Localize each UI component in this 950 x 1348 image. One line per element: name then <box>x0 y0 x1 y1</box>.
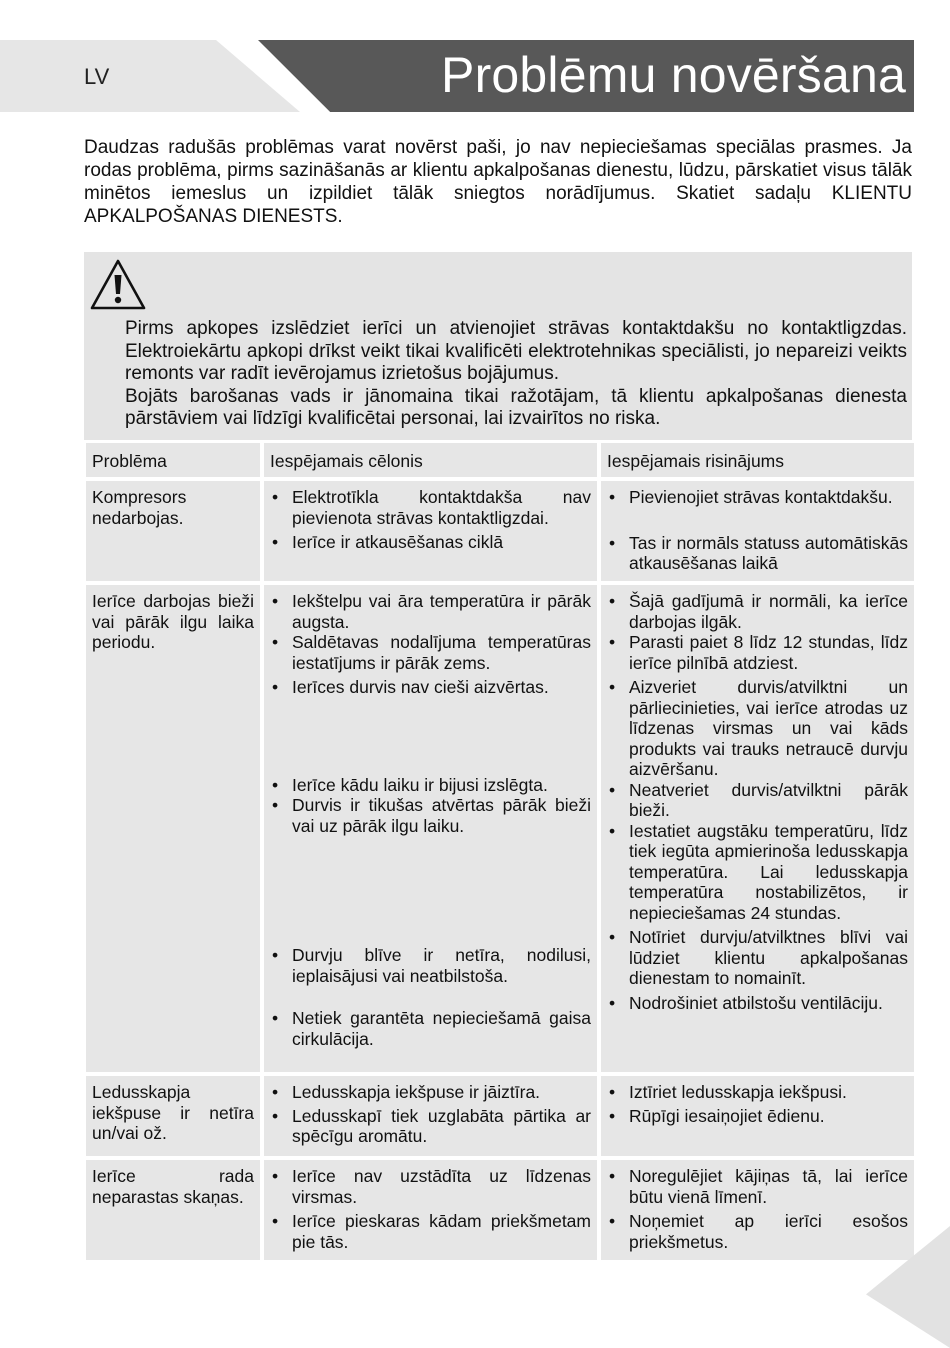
cause-item: • Saldētavas nodalījuma temperatūras iestatījums ir pārāk zems. <box>270 632 591 673</box>
cause-item: • Durvis ir tikušas atvērtas pārāk bieži vai uz pārāk ilgu laiku. <box>270 795 591 836</box>
table-row <box>86 1076 914 1156</box>
warning-paragraph: Pirms apkopes izslēdziet ierīci un atvienojiet strāvas kontaktdakšu no kontaktligzdas. Elektroiekārtu apkopi drīkst veikt tikai kvalificēti elektrotehnikas speciālisti, jo nepareizi veikts remonts var radīt ievērojamus izrietošus bojājumus. <box>125 318 907 384</box>
table-row <box>86 481 914 581</box>
solution-item: • Neatveriet durvis/atvilktni pārāk bieži. <box>607 780 908 821</box>
cause-item: • Netiek garantēta nepieciešamā gaisa cirkulācija. <box>270 1008 591 1049</box>
cause-item: • Ierīces durvis nav cieši aizvērtas. <box>270 677 591 698</box>
solution-item: • Notīriet durvju/atvilktnes blīvi vai lūdziet klientu apkalpošanas dienestam to nomainīt. <box>607 927 908 989</box>
cause-cell <box>264 1160 597 1260</box>
cause-item: • Elektrotīkla kontaktdakša nav pievienota strāvas kontaktligzdai. <box>270 487 591 528</box>
solution-item: • Tas ir normāls statuss automātiskās atkausēšanas laikā <box>607 533 908 574</box>
cause-item: • Iekštelpu vai āra temperatūra ir pārāk augsta. <box>270 591 591 632</box>
solution-item: • Rūpīgi iesaiņojiet ēdienu. <box>607 1106 908 1127</box>
solution-item: • Šajā gadījumā ir normāli, ka ierīce darbojas ilgāk. <box>607 591 908 632</box>
cause-item: • Ierīce nav uzstādīta uz līdzenas virsmas. <box>270 1166 591 1207</box>
solution-item: • Pievienojiet strāvas kontaktdakšu. <box>607 487 908 508</box>
problem-cell: Ledusskapja iekšpuse ir netīra un/vai ož. <box>86 1076 260 1156</box>
cause-item: • Durvju blīve ir netīra, nodilusi, ieplaisājusi vai neatbilstoša. <box>270 945 591 986</box>
cause-item: • Ierīce ir atkausēšanas ciklā <box>270 532 591 553</box>
solution-cell <box>601 1160 914 1260</box>
problem-cell: Ierīce rada neparastas skaņas. <box>86 1160 260 1260</box>
solution-cell <box>601 1076 914 1156</box>
cause-item: • Ledusskapī tiek uzglabāta pārtika ar spēcīgu aromātu. <box>270 1106 591 1147</box>
problem-cell: Kompresors nedarbojas. <box>86 481 260 581</box>
solution-cell <box>601 481 914 581</box>
solution-item: • Parasti paiet 8 līdz 12 stundas, līdz ierīce pilnībā atdziest. <box>607 632 908 673</box>
table-header-row <box>86 443 914 477</box>
solution-item: • Iestatiet augstāku temperatūru, līdz tiek iegūta apmierinoša ledusskapja temperatūra. Lai ledusskapja temperatūra nostabilizētos, ir nepieciešamas 24 stundas. <box>607 821 908 924</box>
header-tab-light <box>0 40 300 112</box>
solution-item: • Iztīriet ledusskapja iekšpusi. <box>607 1082 908 1103</box>
solution-item: • Noregulējiet kājiņas tā, lai ierīce būtu vienā līmenī. <box>607 1166 908 1207</box>
cause-item: • Ierīce pieskaras kādam priekšmetam pie tās. <box>270 1211 591 1252</box>
warning-triangle-icon <box>89 258 147 312</box>
warning-text <box>125 318 907 431</box>
header-cause: Iespējamais cēlonis <box>264 443 597 477</box>
cause-item: • Ierīce kādu laiku ir bijusi izslēgta. <box>270 775 591 796</box>
header-solution: Iespējamais risinājums <box>601 443 914 477</box>
warning-box <box>84 252 912 440</box>
language-code: LV <box>84 64 110 89</box>
intro-text <box>84 136 912 228</box>
header-problem: Problēma <box>86 443 260 477</box>
solution-cell <box>601 585 914 1072</box>
troubleshooting-table <box>82 439 918 1264</box>
intro-paragraph: Daudzas radušās problēmas varat novērst paši, jo nav nepieciešamas speciālas prasmes. Ja rodas problēma, pirms sazināšanās ar klientu apkalpošanas dienestu, lūdzu, pārskatiet visus tālāk minētos iemeslus un izpildiet tālāk sniegtos norādījumus. Skatiet sadaļu KLIENTU APKALPOŠANAS DIENESTS. <box>84 137 912 227</box>
cause-cell <box>264 585 597 1072</box>
page-title: Problēmu novēršana <box>441 47 906 103</box>
table-row <box>86 1160 914 1260</box>
cause-item: • Ledusskapja iekšpuse ir jāiztīra. <box>270 1082 591 1103</box>
solution-item: • Noņemiet ap ierīci esošos priekšmetus. <box>607 1211 908 1252</box>
cause-cell <box>264 1076 597 1156</box>
solution-item: • Aizveriet durvis/atvilktni un pārliecinieties, vai ierīce atrodas uz līdzenas virsmas un vai kāds produkts vai trauks netraucē durvju aizvēršanu. <box>607 677 908 780</box>
problem-cell: Ierīce darbojas bieži vai pārāk ilgu laika periodu. <box>86 585 260 1072</box>
warning-paragraph: Bojāts barošanas vads ir jānomaina tikai ražotājam, tā klientu apkalpošanas dienesta pārstāviem vai līdzīgi kvalificētai personai, lai izvairītos no riska. <box>125 385 907 429</box>
solution-item: • Nodrošiniet atbilstošu ventilāciju. <box>607 993 908 1014</box>
cause-cell <box>264 481 597 581</box>
table-row <box>86 585 914 1072</box>
